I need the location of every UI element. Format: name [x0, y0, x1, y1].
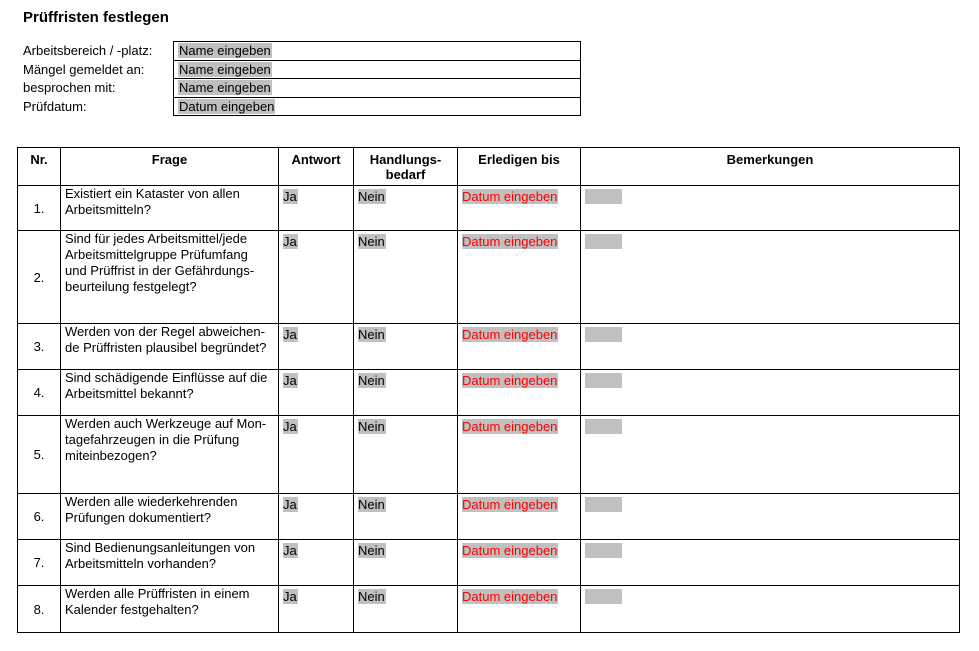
remarks-field[interactable] [585, 234, 622, 249]
remarks-field[interactable] [585, 327, 622, 342]
table-row [18, 416, 960, 494]
answer-field[interactable]: Ja [283, 189, 297, 204]
remarks-field[interactable] [585, 497, 622, 512]
remarks-cell[interactable] [581, 586, 960, 633]
label-pruefdatum: Prüfdatum: [23, 98, 87, 114]
row-number: 2. [18, 231, 61, 324]
question-line: de Prüffristen plausibel begründet? [65, 340, 267, 355]
answer-field[interactable]: Ja [283, 373, 297, 388]
row-number: 5. [18, 416, 61, 494]
action-needed-cell[interactable] [354, 540, 458, 586]
label-besprochen-mit: besprochen mit: [23, 80, 116, 95]
remarks-field[interactable] [585, 419, 622, 434]
action-needed-field[interactable]: Nein [358, 589, 385, 604]
header-handlungsbedarf-line2: bedarf [385, 167, 426, 182]
question-line: Sind Bedienungsanleitungen von [65, 540, 256, 555]
due-date-field[interactable]: Datum eingeben [462, 419, 558, 434]
action-needed-cell[interactable] [354, 416, 458, 494]
question-cell [61, 494, 279, 540]
remarks-field[interactable] [585, 373, 622, 388]
answer-cell[interactable] [279, 540, 354, 586]
action-needed-field[interactable]: Nein [358, 497, 385, 512]
question-line: Sind für jedes Arbeitsmittel/jede [65, 231, 248, 246]
action-needed-cell[interactable] [354, 231, 458, 324]
action-needed-cell[interactable] [354, 324, 458, 370]
table-body [18, 186, 960, 633]
arbeitsbereich-cell[interactable] [174, 42, 581, 61]
table-row [18, 586, 960, 633]
due-date-field[interactable]: Datum eingeben [462, 189, 558, 204]
label-arbeitsbereich: Arbeitsbereich / -platz: [23, 43, 153, 58]
remarks-field[interactable] [585, 543, 622, 558]
table-row [18, 370, 960, 416]
due-date-cell[interactable] [458, 586, 581, 633]
action-needed-field[interactable]: Nein [358, 234, 385, 249]
header-bemerkungen: Bemerkungen [581, 148, 960, 186]
question-line: Arbeitsmittel bekannt? [65, 386, 194, 401]
header-antwort: Antwort [279, 148, 354, 186]
answer-field[interactable]: Ja [283, 327, 297, 342]
due-date-field[interactable]: Datum eingeben [462, 373, 558, 388]
answer-cell[interactable] [279, 586, 354, 633]
answer-field[interactable]: Ja [283, 234, 297, 249]
header-handlungsbedarf-line1: Handlungs- [369, 152, 442, 167]
answer-cell[interactable] [279, 231, 354, 324]
due-date-cell[interactable] [458, 494, 581, 540]
action-needed-field[interactable]: Nein [358, 327, 385, 342]
question-cell [61, 324, 279, 370]
remarks-cell[interactable] [581, 540, 960, 586]
due-date-field[interactable]: Datum eingeben [462, 543, 558, 558]
answer-cell[interactable] [279, 186, 354, 231]
remarks-field[interactable] [585, 589, 622, 604]
question-cell [61, 540, 279, 586]
answer-cell[interactable] [279, 324, 354, 370]
due-date-field[interactable]: Datum eingeben [462, 327, 558, 342]
remarks-field[interactable] [585, 189, 622, 204]
table-row [18, 494, 960, 540]
label-maengel-gemeldet: Mängel gemeldet an: [23, 61, 145, 77]
due-date-cell[interactable] [458, 186, 581, 231]
table-row [18, 186, 960, 231]
page-title: Prüffristen festlegen [23, 9, 169, 26]
table-header-row [18, 148, 960, 186]
remarks-cell[interactable] [581, 416, 960, 494]
due-date-cell[interactable] [458, 231, 581, 324]
answer-cell[interactable] [279, 494, 354, 540]
question-cell [61, 186, 279, 231]
question-line: tagefahrzeugen in die Prüfung [65, 432, 240, 447]
row-number: 7. [18, 540, 61, 586]
question-line: Sind schädigende Einflüsse auf die [65, 370, 268, 385]
question-line: Arbeitsmittelgruppe Prüfumfang [65, 247, 248, 262]
pruefdatum-cell[interactable] [174, 97, 581, 116]
row-number: 1. [18, 186, 61, 231]
question-line: Werden auch Werkzeuge auf Mon- [65, 416, 267, 431]
info-form [173, 41, 581, 116]
besprochen-mit-field[interactable]: Name eingeben [179, 80, 271, 96]
besprochen-cell[interactable] [174, 79, 581, 98]
header-handlungsbedarf [354, 148, 458, 186]
answer-cell[interactable] [279, 370, 354, 416]
info-row-besprochen [174, 79, 581, 98]
due-date-field[interactable]: Datum eingeben [462, 497, 558, 512]
action-needed-cell[interactable] [354, 186, 458, 231]
row-number: 6. [18, 494, 61, 540]
question-line: Werden alle wiederkehrenden [65, 494, 238, 509]
action-needed-field[interactable]: Nein [358, 543, 385, 558]
info-row-arbeitsbereich [174, 42, 581, 61]
answer-field[interactable]: Ja [283, 543, 297, 558]
table-row [18, 324, 960, 370]
table-row [18, 231, 960, 324]
question-cell [61, 586, 279, 633]
header-nr: Nr. [18, 148, 61, 186]
question-cell [61, 416, 279, 494]
maengel-gemeldet-field[interactable]: Name eingeben [179, 61, 271, 77]
question-line: miteinbezogen? [65, 448, 157, 463]
arbeitsbereich-field[interactable]: Name eingeben [179, 43, 271, 59]
question-line: Werden von der Regel abweichen- [65, 324, 265, 339]
question-line: und Prüffrist in der Gefährdungs- [65, 263, 255, 278]
info-row-maengel [174, 60, 581, 79]
action-needed-cell[interactable] [354, 494, 458, 540]
due-date-cell[interactable] [458, 540, 581, 586]
due-date-field[interactable]: Datum eingeben [462, 234, 558, 249]
question-line: beurteilung festgelegt? [65, 279, 197, 294]
action-needed-cell[interactable] [354, 370, 458, 416]
info-labels [23, 42, 152, 116]
question-cell [61, 231, 279, 324]
due-date-cell[interactable] [458, 370, 581, 416]
remarks-cell[interactable] [581, 231, 960, 324]
pruefdatum-field[interactable]: Datum eingeben [179, 98, 275, 114]
question-line: Arbeitsmitteln? [65, 202, 151, 217]
action-needed-cell[interactable] [354, 586, 458, 633]
maengel-cell[interactable] [174, 60, 581, 79]
remarks-cell[interactable] [581, 324, 960, 370]
answer-field[interactable]: Ja [283, 497, 297, 512]
action-needed-field[interactable]: Nein [358, 419, 385, 434]
due-date-cell[interactable] [458, 416, 581, 494]
action-needed-field[interactable]: Nein [358, 373, 385, 388]
checklist-table [17, 147, 960, 633]
header-erledigen-bis: Erledigen bis [458, 148, 581, 186]
header-frage: Frage [61, 148, 279, 186]
row-number: 3. [18, 324, 61, 370]
due-date-field[interactable]: Datum eingeben [462, 589, 558, 604]
table-row [18, 540, 960, 586]
question-line: Kalender festgehalten? [65, 602, 199, 617]
question-cell [61, 370, 279, 416]
row-number: 8. [18, 586, 61, 633]
remarks-cell[interactable] [581, 186, 960, 231]
due-date-cell[interactable] [458, 324, 581, 370]
remarks-cell[interactable] [581, 370, 960, 416]
answer-cell[interactable] [279, 416, 354, 494]
row-number: 4. [18, 370, 61, 416]
question-line: Arbeitsmitteln vorhanden? [65, 556, 217, 571]
action-needed-field[interactable]: Nein [358, 189, 385, 204]
answer-field[interactable]: Ja [283, 419, 297, 434]
question-line: Werden alle Prüffristen in einem [65, 586, 250, 601]
info-row-pruefdatum [174, 97, 581, 116]
answer-field[interactable]: Ja [283, 589, 297, 604]
remarks-cell[interactable] [581, 494, 960, 540]
question-line: Prüfungen dokumentiert? [65, 510, 211, 525]
question-line: Existiert ein Kataster von allen [65, 186, 240, 201]
